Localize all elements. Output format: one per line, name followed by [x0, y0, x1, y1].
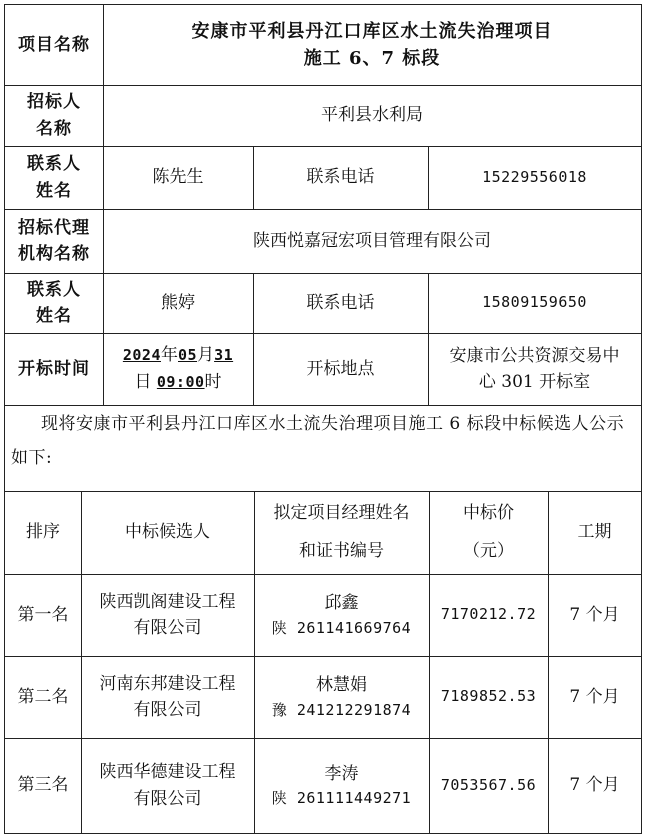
- row1-cert: 陕 261141669764: [271, 618, 412, 637]
- row3-manager-name: 李涛: [324, 763, 359, 784]
- row1-period: 7 个月: [569, 604, 620, 625]
- opening-place-value: [428, 333, 641, 405]
- opening-date-line: [123, 342, 233, 369]
- opening-place-label: 开标地点: [306, 358, 375, 379]
- row3-cert: 陕 261111449271: [271, 789, 412, 808]
- agency-label-line1: 招标代理: [18, 217, 90, 238]
- project-name-cell: [103, 5, 641, 85]
- row2-company-line2: 有限公司: [133, 700, 202, 720]
- row2-cert: 豫 241212291874: [271, 700, 412, 719]
- header-manager-line1: 拟定项目经理姓名: [273, 503, 410, 524]
- agency-value: 陕西悦嘉冠宏项目管理有限公司: [253, 230, 491, 251]
- row1-company-line2: 有限公司: [133, 618, 202, 638]
- opening-place-line1: 安康市公共资源交易中: [449, 345, 620, 366]
- row3-company-line1: 陕西华德建设工程: [99, 762, 236, 783]
- opening-day: 31: [214, 345, 234, 364]
- agency-phone-label: 联系电话: [306, 292, 375, 313]
- header-candidate: 中标候选人: [125, 522, 210, 543]
- row2-rank: 第二名: [17, 686, 69, 707]
- project-name-line1: 安康市平利县丹江口库区水土流失治理项目: [191, 21, 553, 42]
- row1-manager: [254, 574, 429, 656]
- agency-contact-name: 熊婷: [161, 292, 195, 313]
- row-divider: [5, 405, 641, 406]
- row2-manager: [254, 656, 429, 738]
- opening-time-unit: 时: [204, 372, 222, 392]
- row2-price: 7189852.53: [440, 687, 537, 706]
- row1-manager-name: 邱鑫: [324, 593, 359, 614]
- project-name-line2: 施工 6、7 标段: [303, 48, 441, 69]
- row3-manager: [254, 738, 429, 833]
- row1-company: [81, 574, 254, 656]
- tenderer-value: 平利县水利局: [321, 105, 423, 126]
- opening-time-value: [103, 333, 253, 405]
- opening-month-unit: 月: [197, 344, 215, 365]
- agency-contact-label: [5, 273, 103, 333]
- tenderer-label-line1: 招标人: [27, 92, 81, 113]
- opening-clock: 09:00: [156, 373, 205, 391]
- tenderer-label-line2: 名称: [36, 118, 72, 139]
- header-price: [429, 491, 548, 574]
- header-price-line2: （元）: [463, 540, 514, 561]
- tenderer-contact-name: 陈先生: [152, 167, 204, 188]
- opening-place-line2: 心 301 开标室: [478, 372, 591, 392]
- row3-period: 7 个月: [569, 775, 620, 796]
- tenderer-contact-label-line2: 姓名: [36, 180, 72, 201]
- tenderer-contact-label-line1: 联系人: [27, 154, 81, 175]
- header-manager-line2: 和证书编号: [299, 540, 384, 561]
- row3-company: [81, 738, 254, 833]
- row1-company-line1: 陕西凯阁建设工程: [99, 591, 236, 612]
- opening-day-unit: 日: [134, 372, 152, 392]
- agency-contact-label-line1: 联系人: [27, 279, 81, 300]
- row2-company: [81, 656, 254, 738]
- bid-notice-table: [4, 4, 642, 834]
- row1-price: 7170212.72: [440, 605, 537, 624]
- agency-phone: 15809159650: [482, 293, 587, 312]
- row2-period: 7 个月: [569, 686, 620, 707]
- header-manager: [254, 491, 429, 574]
- opening-month: 05: [178, 345, 198, 364]
- tenderer-contact-label: [5, 146, 103, 209]
- tenderer-label: [5, 85, 103, 146]
- agency-label-line2: 机构名称: [18, 244, 90, 264]
- header-period: 工期: [577, 522, 612, 543]
- row2-manager-name: 林慧娟: [316, 675, 367, 696]
- tenderer-phone: 15229556018: [482, 167, 587, 186]
- header-rank: 排序: [26, 522, 60, 543]
- row1-rank: 第一名: [17, 604, 69, 625]
- agency-label: [5, 209, 103, 273]
- opening-year: 2024: [122, 345, 161, 364]
- opening-time-label: 开标时间: [18, 358, 90, 379]
- tenderer-phone-label: 联系电话: [306, 167, 375, 188]
- header-price-line1: 中标价: [463, 503, 514, 524]
- agency-contact-label-line2: 姓名: [36, 306, 72, 326]
- project-name-label: 项目名称: [18, 34, 90, 55]
- opening-hour-line: [134, 369, 221, 396]
- row3-price: 7053567.56: [440, 775, 537, 794]
- row2-company-line1: 河南东邦建设工程: [99, 673, 236, 694]
- candidate-notice-text: 现将安康市平利县丹江口库区水土流失治理项目施工 6 标段中标候选人公示如下:: [11, 414, 625, 468]
- opening-year-unit: 年: [161, 344, 178, 365]
- row3-rank: 第三名: [17, 775, 69, 796]
- row3-company-line2: 有限公司: [133, 788, 202, 809]
